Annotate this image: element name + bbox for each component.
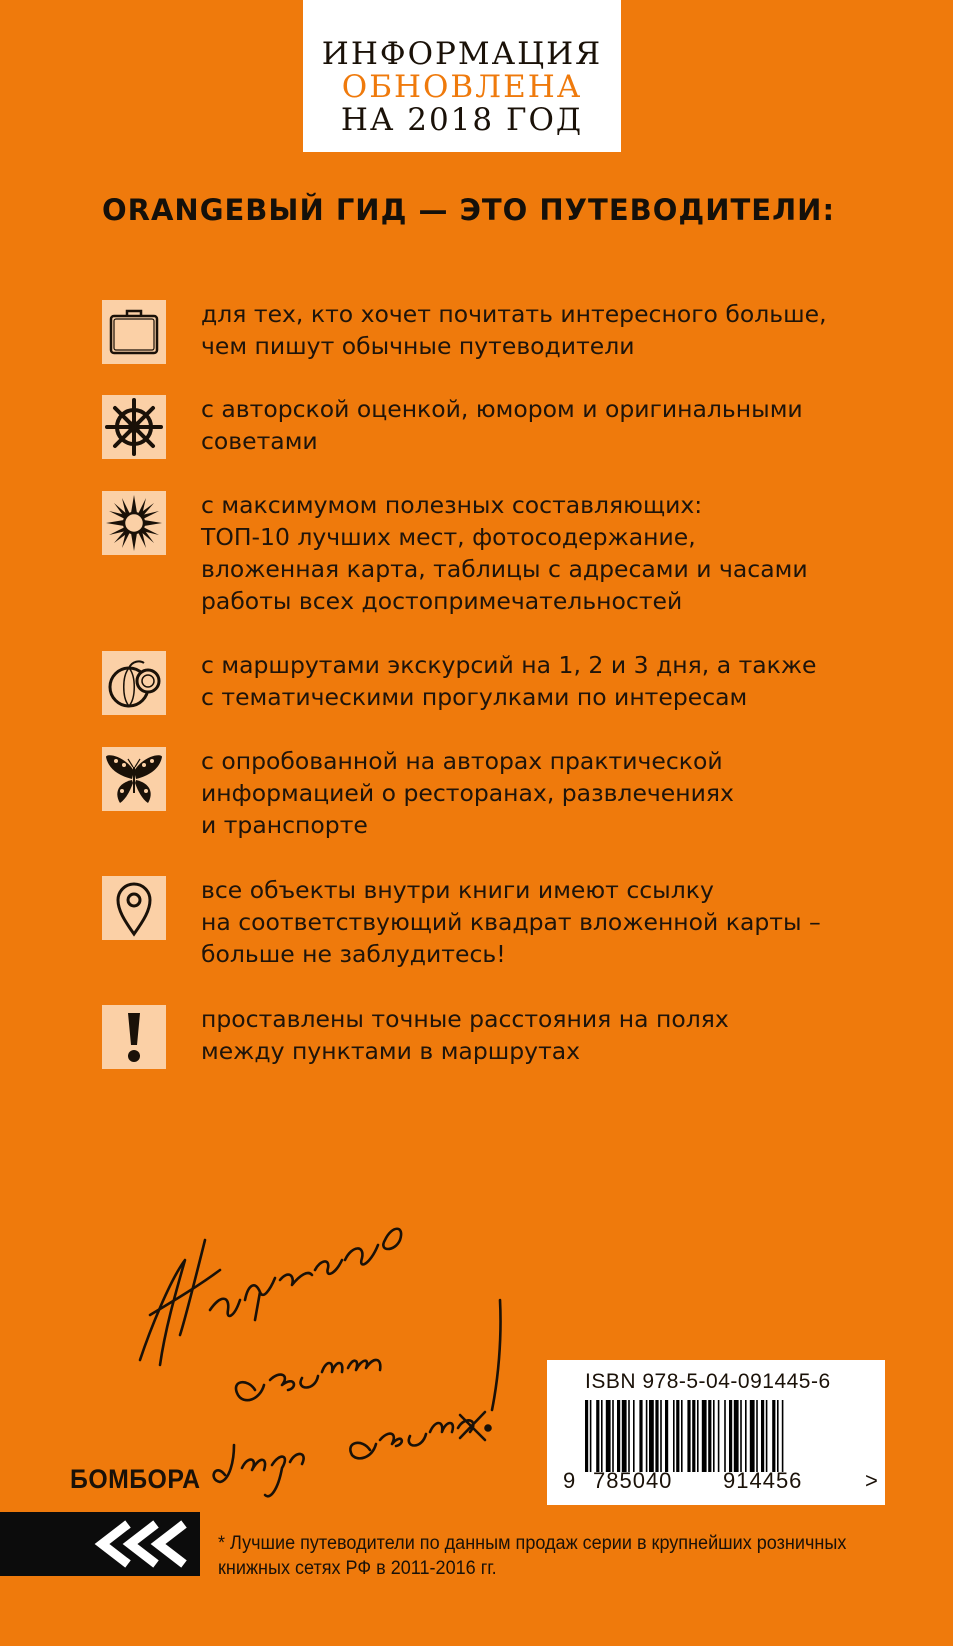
chevrons-left-icon [0, 1512, 200, 1576]
feature-text: все объекты внутри книги имеют ссылку на соответствующий квадрат вложенной карты – больше не заблудитесь! [201, 876, 821, 968]
update-badge [303, 0, 621, 152]
butterfly-icon [102, 747, 166, 811]
barcode-panel: ISBN 978-5-04-091445-6 9 785040 914456 > [547, 1360, 885, 1505]
publisher-logo: БОМБОРА [70, 1464, 201, 1494]
badge-line-2: ОБНОВЛЕНА [341, 69, 583, 105]
footnote: * Лучшие путеводители по данным продаж серии в крупнейших розничных книжных сетях РФ в 2011-2016 гг. [218, 1533, 847, 1579]
exclamation-icon [102, 1005, 166, 1069]
feature-text: проставлены точные расстояния на полях между пунктами в маршрутах [201, 1005, 729, 1065]
barcode-icon [585, 1400, 865, 1472]
ship-wheel-icon [102, 395, 166, 459]
isbn-text: ISBN 978-5-04-091445-6 [585, 1370, 831, 1393]
handwritten-signature [130, 1200, 550, 1500]
headline: ORANGEВЫЙ ГИД — ЭТО ПУТЕВОДИТЕЛИ: [102, 193, 836, 227]
badge-line-1: ИНФОРМАЦИЯ [321, 36, 603, 72]
feature-text: с максимумом полезных составляющих: ТОП-10 лучших мест, фотосодержание, вложенная карта, таблицы с адресами и часами работы всех достопримечательностей [201, 491, 808, 615]
series-arrows-logo [0, 1512, 200, 1576]
badge-line-3: НА 2018 ГОД [340, 102, 584, 138]
map-pin-icon [102, 876, 166, 940]
suitcase-icon [102, 300, 166, 364]
orange-fruit-icon [102, 651, 166, 715]
feature-text: с авторской оценкой, юмором и оригинальными советами [201, 395, 803, 455]
feature-text: с маршрутами экскурсий на 1, 2 и 3 дня, а также с тематическими прогулками по интересам [201, 651, 817, 711]
feature-text: для тех, кто хочет почитать интересного больше, чем пишут обычные путеводители [201, 300, 827, 360]
sun-icon [102, 491, 166, 555]
feature-text: с опробованной на авторах практической информацией о ресторанах, развлечениях и транспорте [201, 747, 734, 839]
